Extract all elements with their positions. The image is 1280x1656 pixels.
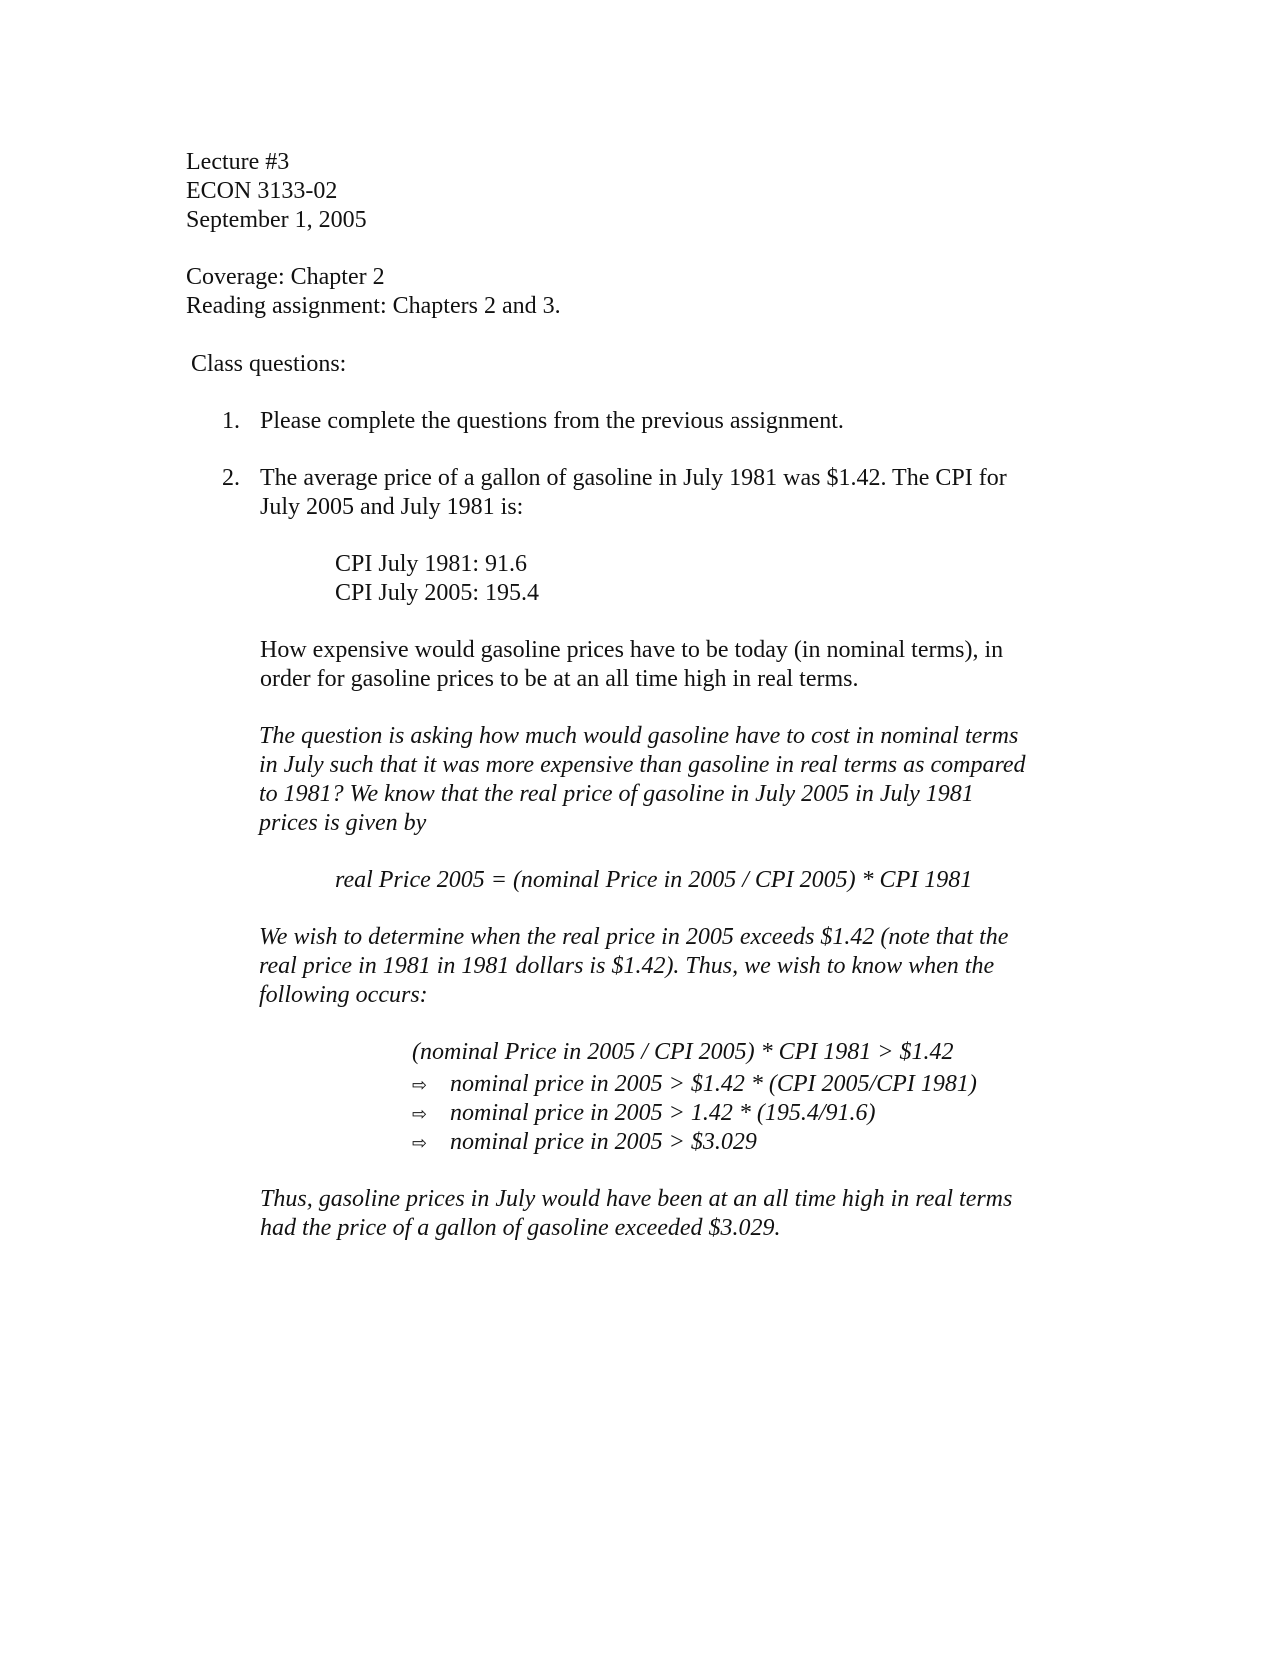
answer-paragraph-1-line-4: prices is given by [259,810,427,836]
derivation-step-4 [412,1128,757,1158]
derivation-line-1: (nominal Price in 2005 / CPI 2005) * CPI 1981 > $1.42 [412,1039,954,1065]
cpi-1981: CPI July 1981: 91.6 [335,551,528,577]
right-arrow-icon: ⇨ [412,1104,428,1125]
question-2-text-line-1: The average price of a gallon of gasoline in July 1981 was $1.42. The CPI for [260,465,1007,491]
derivation-step-3 [412,1099,876,1129]
answer-paragraph-1-line-2: in July such that it was more expensive than gasoline in real terms as compared [259,752,1026,778]
conclusion-line-1: Thus, gasoline prices in July would have been at an all time high in real terms [260,1186,1013,1212]
course-code: ECON 3133-02 [186,178,338,204]
lecture-date: September 1, 2005 [186,207,367,233]
derivation-step-2 [412,1070,977,1100]
answer-paragraph-2-line-3: following occurs: [259,982,428,1008]
question-1-text: Please complete the questions from the previous assignment. [260,408,844,434]
question-2-number: 2. [222,465,240,491]
cpi-2005: CPI July 2005: 195.4 [335,580,540,606]
question-1-number: 1. [222,408,240,434]
question-2-text-line-2: July 2005 and July 1981 is: [260,494,524,520]
answer-paragraph-2-line-1: We wish to determine when the real price in 2005 exceeds $1.42 (note that the [259,924,1009,950]
real-price-formula: real Price 2005 = (nominal Price in 2005 / CPI 2005) * CPI 1981 [335,867,973,893]
derivation-line-4: nominal price in 2005 > $3.029 [450,1129,757,1155]
derivation-line-2: nominal price in 2005 > $1.42 * (CPI 2005/CPI 1981) [450,1071,977,1097]
right-arrow-icon: ⇨ [412,1075,428,1096]
question-2-prompt-line-1: How expensive would gasoline prices have to be today (in nominal terms), in [260,637,1004,663]
reading-assignment: Reading assignment: Chapters 2 and 3. [186,293,561,319]
class-questions-label: Class questions: [191,351,347,377]
question-2-prompt-line-2: order for gasoline prices to be at an all time high in real terms. [260,666,859,692]
coverage: Coverage: Chapter 2 [186,264,385,290]
derivation-line-3: nominal price in 2005 > 1.42 * (195.4/91.6) [450,1100,876,1126]
conclusion-line-2: had the price of a gallon of gasoline exceeded $3.029. [260,1215,781,1241]
answer-paragraph-1-line-1: The question is asking how much would gasoline have to cost in nominal terms [259,723,1019,749]
lecture-number: Lecture #3 [186,149,290,175]
right-arrow-icon: ⇨ [412,1133,428,1154]
answer-paragraph-2-line-2: real price in 1981 in 1981 dollars is $1.42). Thus, we wish to know when the [259,953,995,979]
answer-paragraph-1-line-3: to 1981? We know that the real price of gasoline in July 2005 in July 1981 [259,781,974,807]
